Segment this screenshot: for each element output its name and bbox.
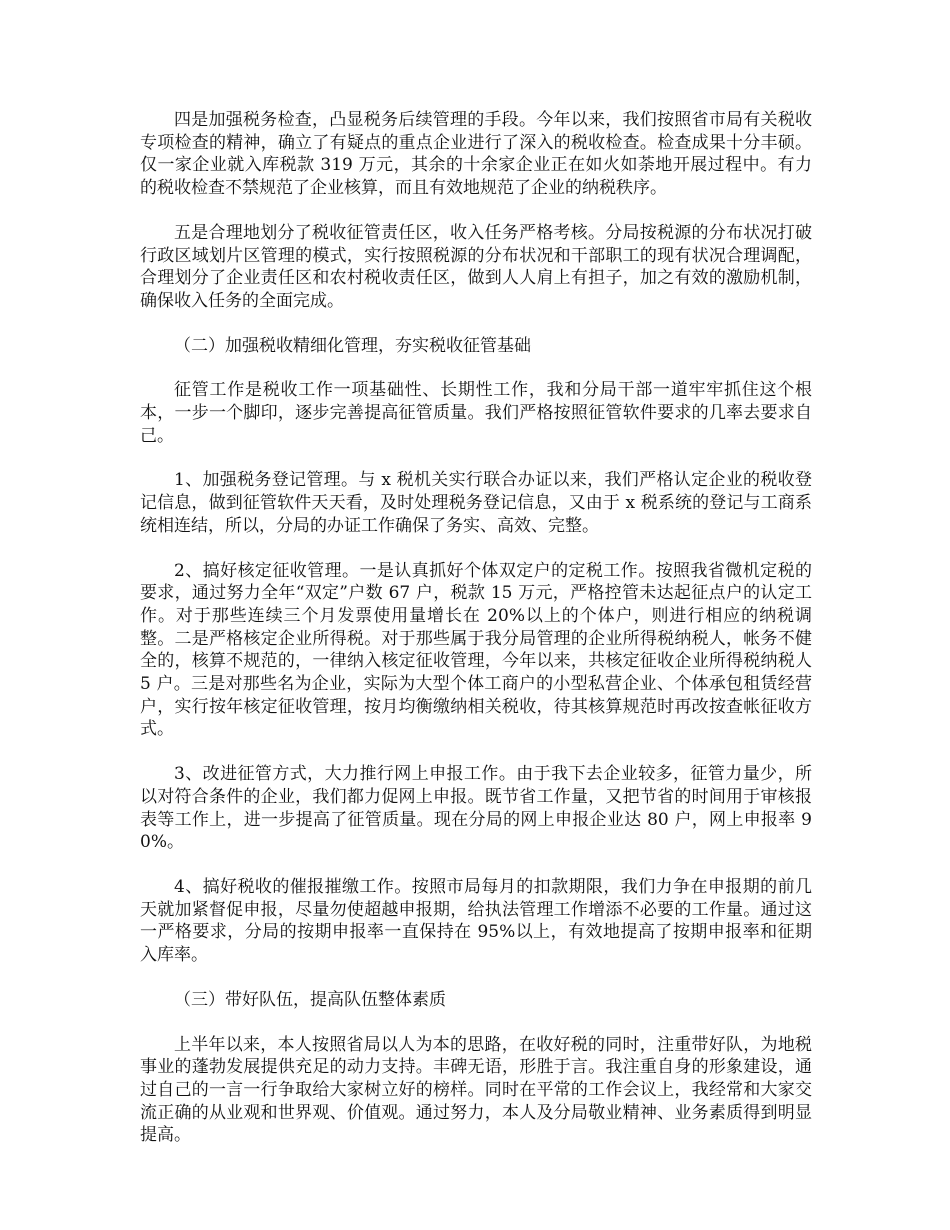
paragraph-assessed-collection: 2、搞好核定征收管理。一是认真抓好个体双定户的定税工作。按照我省微机定税的要求，通过努力全年“双定”户数 67 户，税款 15 万元，严格控管未达起征点户的认定工作。对于那些连续三个月发票使用量增长在 20%以上的个体户，则进行相应的纳税调整。二是严格核定企业所得税。对于那些属于我分局管理的企业所得税纳税人，帐务不健全的，核算不规范的，一律纳入核定征收管理，今年以来，共核定征收企业所得税纳税人 5 户。三是对那些名为企业，实际为大型个体工商户的小型私营企业、个体承包租赁经营户，实行按年核定征收管理，按月均衡缴纳相关税收，待其核算规范时再改按查帐征收方式。 — [140, 560, 812, 740]
paragraph-responsibility-zones: 五是合理地划分了税收征管责任区，收入任务严格考核。分局按税源的分布状况打破行政区域划片区管理的模式，实行按照税源的分布状况和干部职工的现有状况合理调配，合理划分了企业责任区和农村税收责任区，做到人人肩上有担子，加之有效的激励机制，确保收入任务的全面完成。 — [140, 222, 812, 311]
paragraph-online-filing: 3、改进征管方式，大力推行网上申报工作。由于我下去企业较多，征管力量少，所以对符合条件的企业，我们都力促网上申报。既节省工作量，又把节省的时间用于审核报表等工作上，进一步提高了征管质量。现在分局的网上申报企业达 80 户，网上申报率 90%。 — [140, 764, 812, 853]
paragraph-team-building: 上半年以来，本人按照省局以人为本的思路，在收好税的同时，注重带好队，为地税事业的蓬勃发展提供充足的动力支持。丰碑无语，形胜于言。我注重自身的形象建设，通过自己的一言一行争取给大家树立好的榜样。同时在平常的工作会议上，我经常和大家交流正确的从业观和世界观、价值观。通过努力，本人及分局敬业精神、业务素质得到明显提高。 — [140, 1034, 812, 1146]
document-body — [140, 109, 812, 1169]
paragraph-reminder-collection: 4、搞好税收的催报摧缴工作。按照市局每月的扣款期限，我们力争在申报期的前几天就加紧督促申报，尽量勿使超越申报期，给执法管理工作增添不必要的工作量。通过这一严格要求，分局的按期申报率一直保持在 95%以上，有效地提高了按期申报率和征期入库率。 — [140, 876, 812, 966]
paragraph-tax-inspection: 四是加强税务检查，凸显税务后续管理的手段。今年以来，我们按照省市局有关税收专项检查的精神，确立了有疑点的重点企业进行了深入的税收检查。检查成果十分丰硕。仅一家企业就入库税款 319 万元，其余的十余家企业正在如火如荼地开展过程中。有力的税收检查不禁规范了企业核算，而且有效地规范了企业的纳税秩序。 — [140, 110, 812, 199]
section-heading-2: （二）加强税收精细化管理，夯实税收征管基础 — [174, 335, 531, 356]
paragraph-collection-basics: 征管工作是税收工作一项基础性、长期性工作，我和分局干部一道牢牢抓住这个根本，一步一个脚印，逐步完善提高征管质量。我们严格按照征管软件要求的几率去要求自己。 — [140, 380, 812, 446]
paragraph-tax-registration: 1、加强税务登记管理。与 x 税机关实行联合办证以来，我们严格认定企业的税收登记信息，做到征管软件天天看，及时处理税务登记信息，又由于 x 税系统的登记与工商系统相连结，所以，分局的办证工作确保了务实、高效、完整。 — [140, 470, 812, 536]
section-heading-3: （三）带好队伍，提高队伍整体素质 — [174, 989, 446, 1010]
